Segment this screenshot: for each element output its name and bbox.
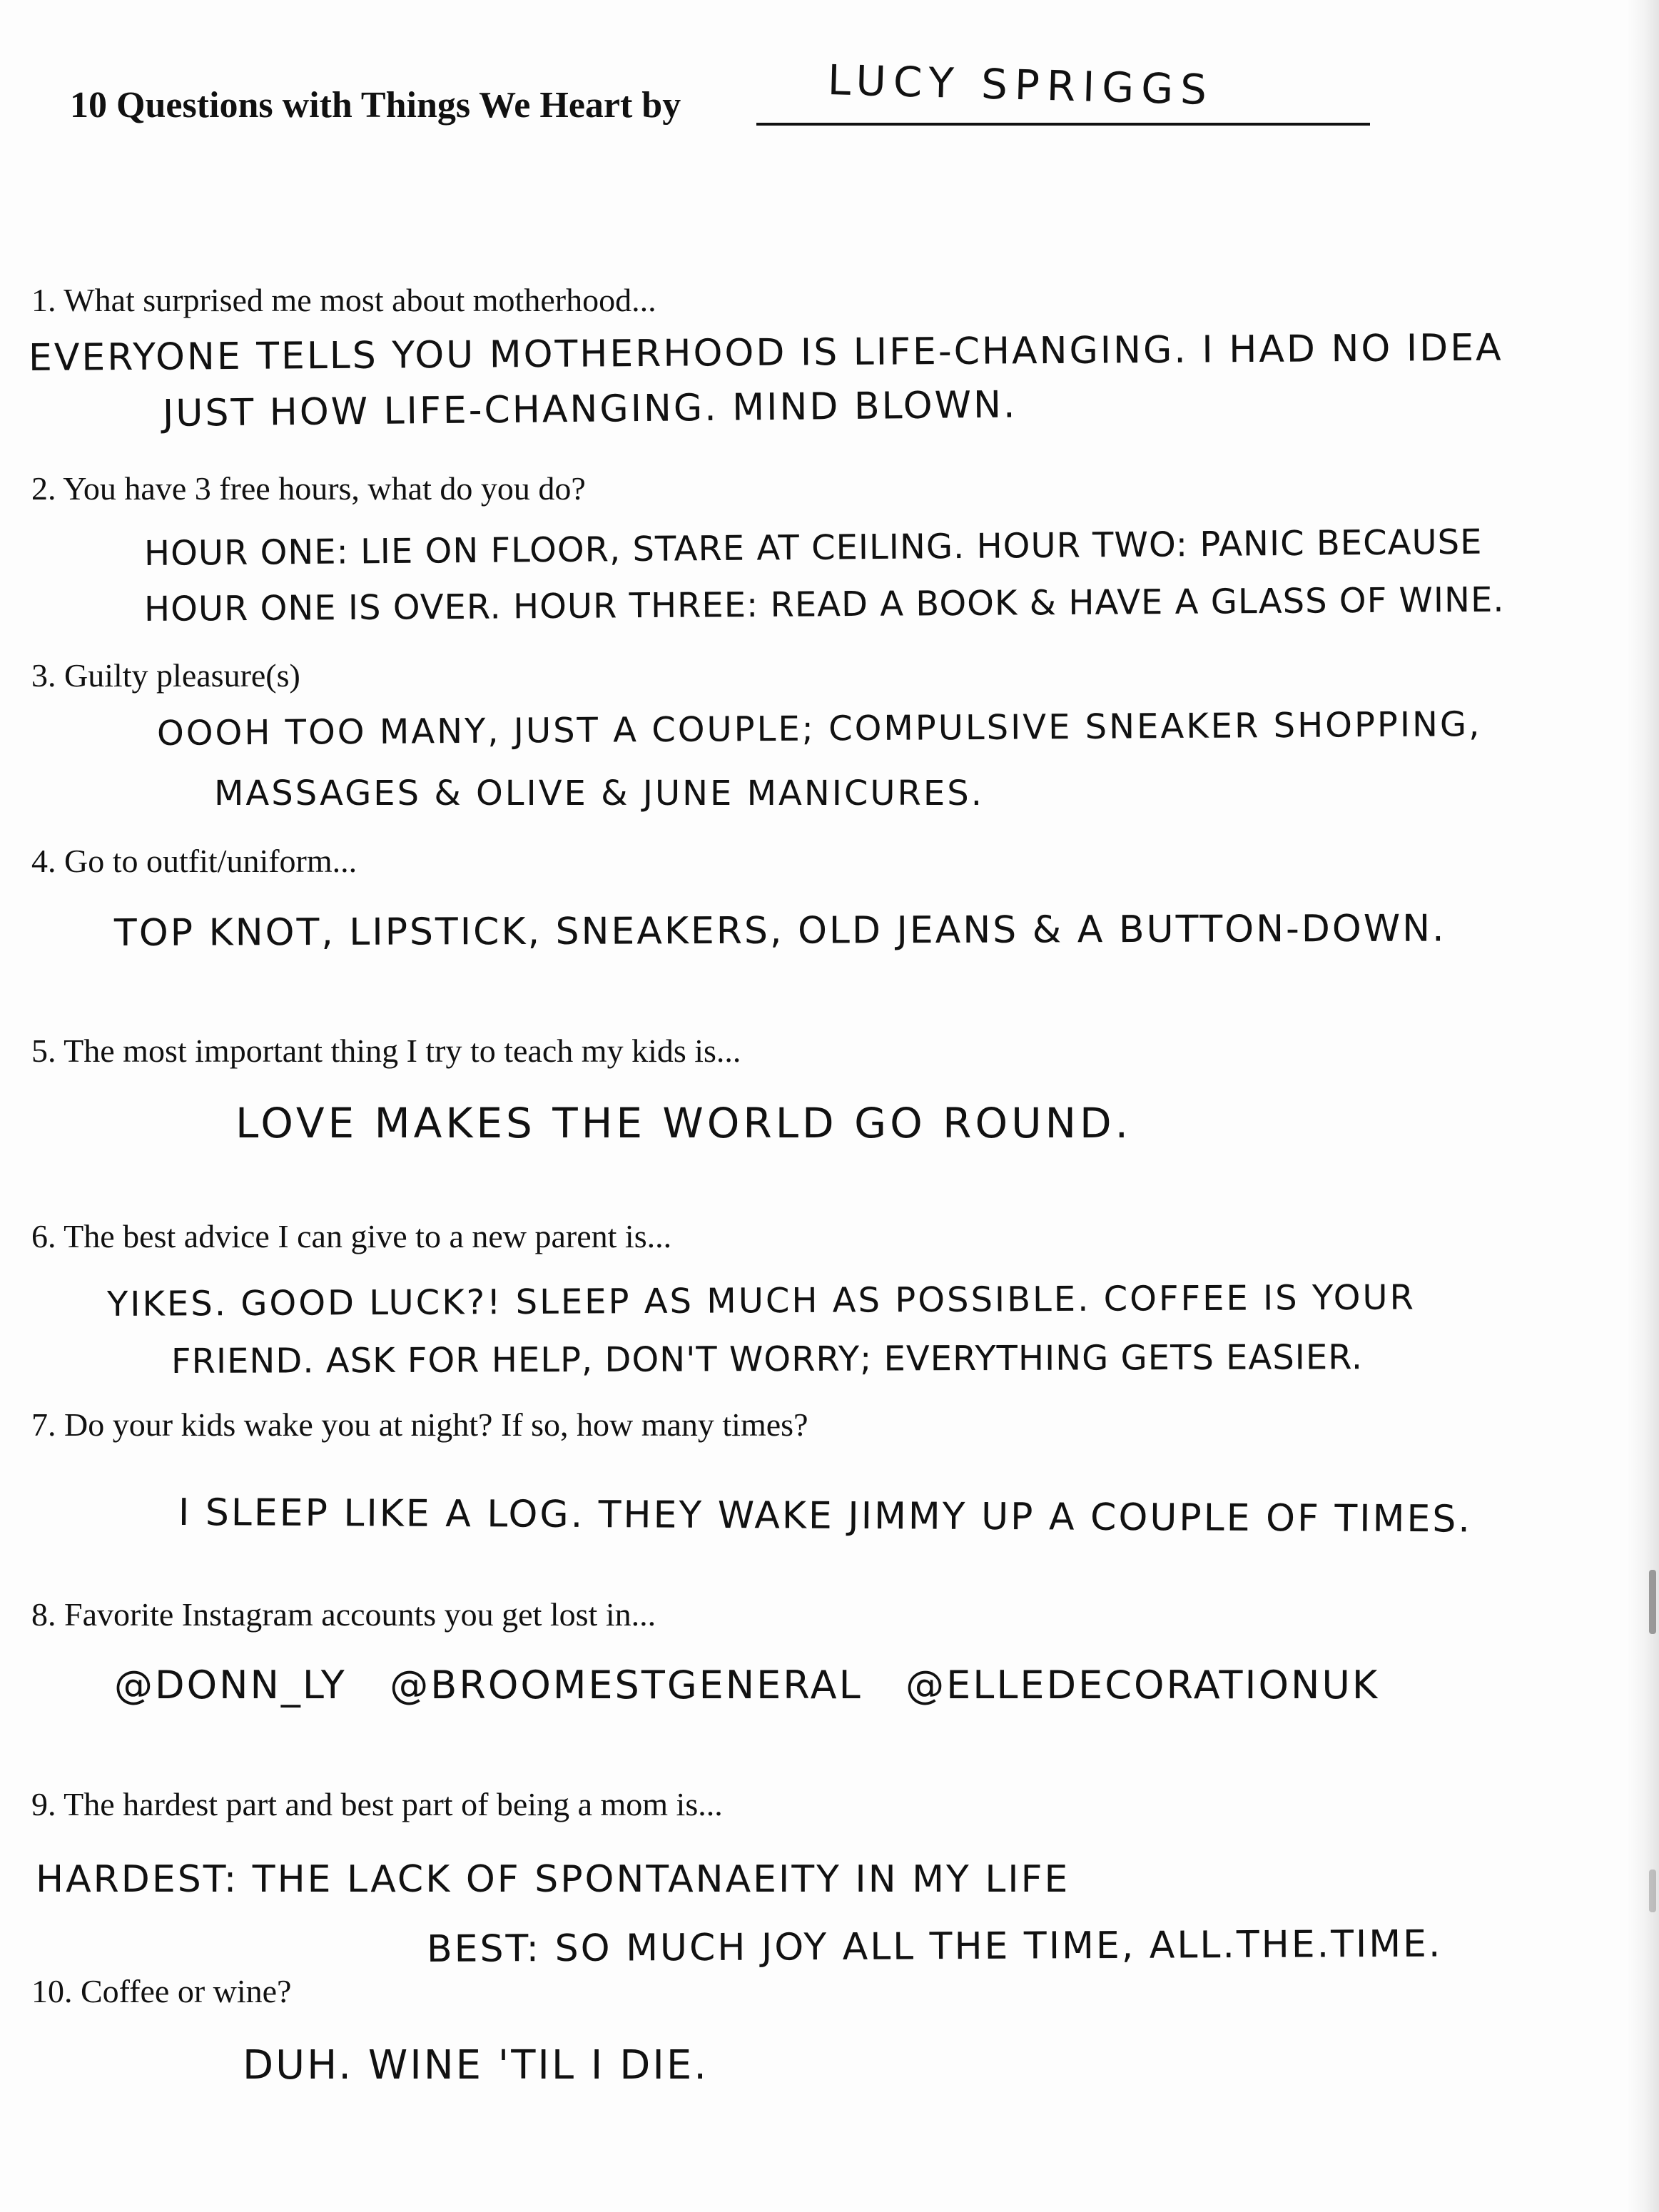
answer-4-line-1: TOP KNOT, LIPSTICK, SNEAKERS, OLD JEANS & A BUTTON-DOWN. xyxy=(113,907,1446,955)
question-8: 8. Favorite Instagram accounts you get lost in... xyxy=(31,1596,656,1633)
answer-10-line-1: DUH. WINE 'TIL I DIE. xyxy=(243,2042,709,2089)
question-6: 6. The best advice I can give to a new parent is... xyxy=(31,1218,672,1254)
question-4: 4. Go to outfit/uniform... xyxy=(31,843,357,879)
question-3: 3. Guilty pleasure(s) xyxy=(31,657,300,694)
answer-8-line-1: @DONN_LY @BROOMESTGENERAL @ELLEDECORATIONUK xyxy=(114,1663,1380,1708)
answer-2-line-1: HOUR ONE: LIE ON FLOOR, STARE AT CEILING. HOUR TWO: PANIC BECAUSE xyxy=(143,522,1483,574)
page-title: 10 Questions with Things We Heart by xyxy=(70,85,681,126)
question-9: 9. The hardest part and best part of being a mom is... xyxy=(31,1786,723,1822)
answer-6-line-1: YIKES. GOOD LUCK?! SLEEP AS MUCH AS POSSIBLE. COFFEE IS YOUR xyxy=(106,1277,1416,1324)
answer-1-line-2: JUST HOW LIFE-CHANGING. MIND BLOWN. xyxy=(162,383,1018,435)
scan-mark xyxy=(1649,1869,1656,1912)
answer-5-line-1: LOVE MAKES THE WORLD GO ROUND. xyxy=(235,1099,1132,1147)
answer-9-line-1: HARDEST: THE LACK OF SPONTANAEITY IN MY LIFE xyxy=(36,1858,1070,1901)
answer-1-line-1: EVERYONE TELLS YOU MOTHERHOOD IS LIFE-CHANGING. I HAD NO IDEA xyxy=(28,326,1503,380)
question-10: 10. Coffee or wine? xyxy=(31,1973,292,2009)
answer-9-line-2: BEST: SO MUCH JOY ALL THE TIME, ALL.THE.TIME. xyxy=(426,1922,1443,1971)
question-2: 2. You have 3 free hours, what do you do? xyxy=(31,470,586,507)
question-7: 7. Do your kids wake you at night? If so, how many times? xyxy=(31,1406,808,1443)
answer-3-line-1: OOOH TOO MANY, JUST A COUPLE; COMPULSIVE SNEAKER SHOPPING, xyxy=(156,704,1482,754)
handwritten-name: LUCY SPRIGGS xyxy=(827,56,1214,115)
answer-2-line-2: HOUR ONE IS OVER. HOUR THREE: READ A BOOK & HAVE A GLASS OF WINE. xyxy=(143,579,1505,629)
question-1: 1. What surprised me most about motherhood... xyxy=(31,282,656,318)
title-underline xyxy=(756,123,1370,126)
answer-7-line-1: I SLEEP LIKE A LOG. THEY WAKE JIMMY UP A COUPLE OF TIMES. xyxy=(178,1491,1472,1541)
question-5: 5. The most important thing I try to teach my kids is... xyxy=(31,1033,741,1069)
answer-3-line-2: MASSAGES & OLIVE & JUNE MANICURES. xyxy=(214,773,984,813)
answer-6-line-2: FRIEND. ASK FOR HELP, DON'T WORRY; EVERYTHING GETS EASIER. xyxy=(171,1337,1364,1381)
scan-mark xyxy=(1649,1570,1656,1634)
